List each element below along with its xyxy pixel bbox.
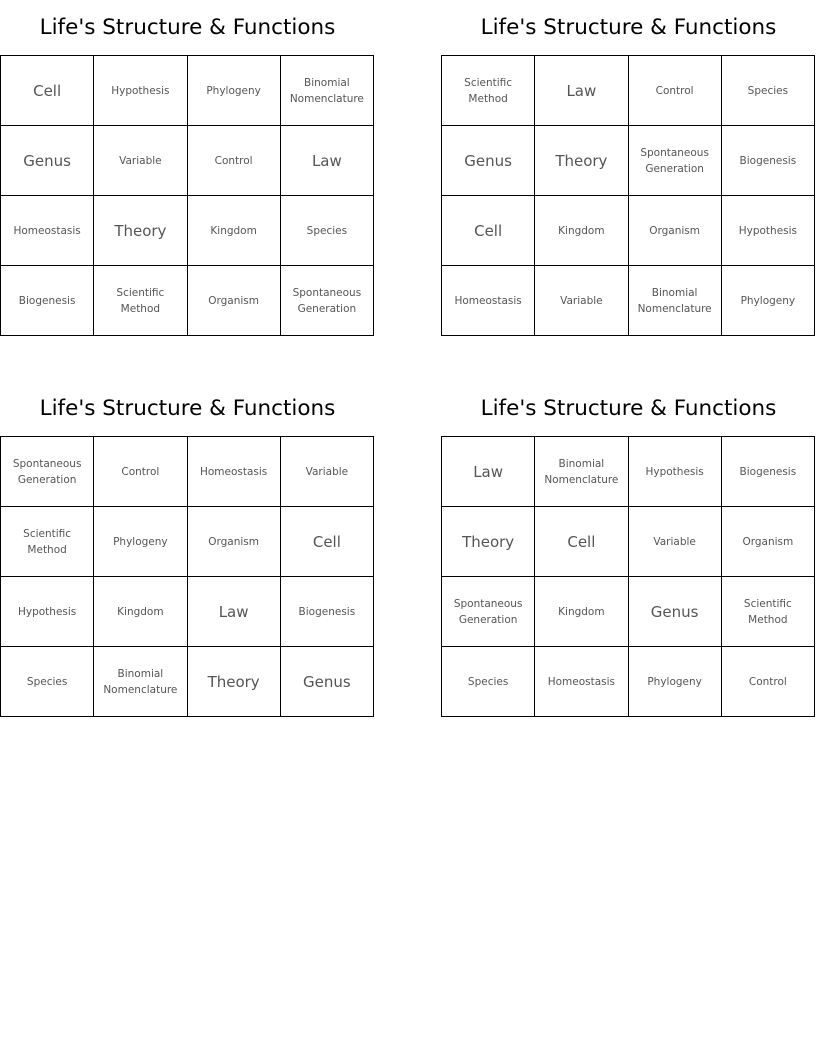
bingo-grid [441, 55, 815, 336]
grid-cell: Kingdom [187, 196, 280, 266]
grid-cell: Organism [187, 507, 280, 577]
bingo-grid [0, 436, 374, 717]
grid-cell: Theory [94, 196, 187, 266]
grid-cell: Cell [1, 56, 94, 126]
grid-cell: Genus [1, 126, 94, 196]
grid-row [1, 577, 374, 647]
bingo-card-4 [441, 381, 816, 717]
grid-cell: Hypothesis [721, 196, 814, 266]
grid-cell: Species [442, 647, 535, 717]
grid-row [442, 266, 815, 336]
grid-cell: Organism [628, 196, 721, 266]
grid-cell: Biogenesis [721, 126, 814, 196]
bingo-grid [0, 55, 374, 336]
grid-row [442, 437, 815, 507]
card-title: Life's Structure & Functions [39, 396, 336, 421]
grid-row [1, 507, 374, 577]
grid-cell: Binomial Nomenclature [280, 56, 373, 126]
grid-cell: Cell [442, 196, 535, 266]
grid-cell: Law [187, 577, 280, 647]
grid-cell: Homeostasis [1, 196, 94, 266]
grid-cell: Theory [442, 507, 535, 577]
grid-row [442, 577, 815, 647]
grid-cell: Species [280, 196, 373, 266]
grid-cell: Species [721, 56, 814, 126]
grid-cell: Homeostasis [442, 266, 535, 336]
grid-cell: Control [628, 56, 721, 126]
grid-cell: Scientific Method [721, 577, 814, 647]
bingo-grid [441, 436, 815, 717]
grid-cell: Hypothesis [94, 56, 187, 126]
grid-cell: Hypothesis [1, 577, 94, 647]
grid-cell: Hypothesis [628, 437, 721, 507]
card-title: Life's Structure & Functions [39, 15, 336, 40]
grid-cell: Law [535, 56, 628, 126]
grid-cell: Scientific Method [442, 56, 535, 126]
grid-cell: Kingdom [94, 577, 187, 647]
grid-cell: Phylogeny [721, 266, 814, 336]
grid-cell: Phylogeny [94, 507, 187, 577]
grid-cell: Variable [280, 437, 373, 507]
grid-cell: Control [187, 126, 280, 196]
grid-cell: Variable [94, 126, 187, 196]
grid-cell: Binomial Nomenclature [628, 266, 721, 336]
grid-cell: Organism [721, 507, 814, 577]
grid-cell: Biogenesis [1, 266, 94, 336]
grid-cell: Phylogeny [628, 647, 721, 717]
grid-cell: Biogenesis [280, 577, 373, 647]
grid-cell: Law [442, 437, 535, 507]
grid-cell: Genus [442, 126, 535, 196]
grid-cell: Law [280, 126, 373, 196]
grid-row [442, 126, 815, 196]
grid-row [1, 126, 374, 196]
grid-row [1, 647, 374, 717]
grid-cell: Theory [535, 126, 628, 196]
bingo-card-1 [0, 0, 375, 336]
grid-cell: Homeostasis [535, 647, 628, 717]
grid-row [442, 196, 815, 266]
grid-cell: Spontaneous Generation [628, 126, 721, 196]
grid-cell: Binomial Nomenclature [535, 437, 628, 507]
grid-cell: Variable [535, 266, 628, 336]
grid-cell: Variable [628, 507, 721, 577]
grid-cell: Homeostasis [187, 437, 280, 507]
grid-cell: Cell [280, 507, 373, 577]
grid-row [1, 266, 374, 336]
bingo-card-3 [0, 381, 375, 717]
bingo-card-2 [441, 0, 816, 336]
grid-cell: Phylogeny [187, 56, 280, 126]
card-title: Life's Structure & Functions [480, 15, 777, 40]
grid-cell: Kingdom [535, 196, 628, 266]
grid-cell: Biogenesis [721, 437, 814, 507]
grid-cell: Kingdom [535, 577, 628, 647]
grid-cell: Spontaneous Generation [442, 577, 535, 647]
grid-cell: Theory [187, 647, 280, 717]
grid-cell: Binomial Nomenclature [94, 647, 187, 717]
grid-cell: Scientific Method [94, 266, 187, 336]
grid-cell: Control [721, 647, 814, 717]
card-title: Life's Structure & Functions [480, 396, 777, 421]
grid-row [1, 56, 374, 126]
grid-cell: Spontaneous Generation [280, 266, 373, 336]
grid-cell: Species [1, 647, 94, 717]
grid-cell: Cell [535, 507, 628, 577]
grid-row [1, 437, 374, 507]
grid-cell: Control [94, 437, 187, 507]
grid-row [442, 56, 815, 126]
grid-cell: Spontaneous Generation [1, 437, 94, 507]
grid-cell: Organism [187, 266, 280, 336]
grid-cell: Genus [628, 577, 721, 647]
grid-row [442, 507, 815, 577]
grid-row [442, 647, 815, 717]
grid-cell: Scientific Method [1, 507, 94, 577]
grid-cell: Genus [280, 647, 373, 717]
grid-row [1, 196, 374, 266]
